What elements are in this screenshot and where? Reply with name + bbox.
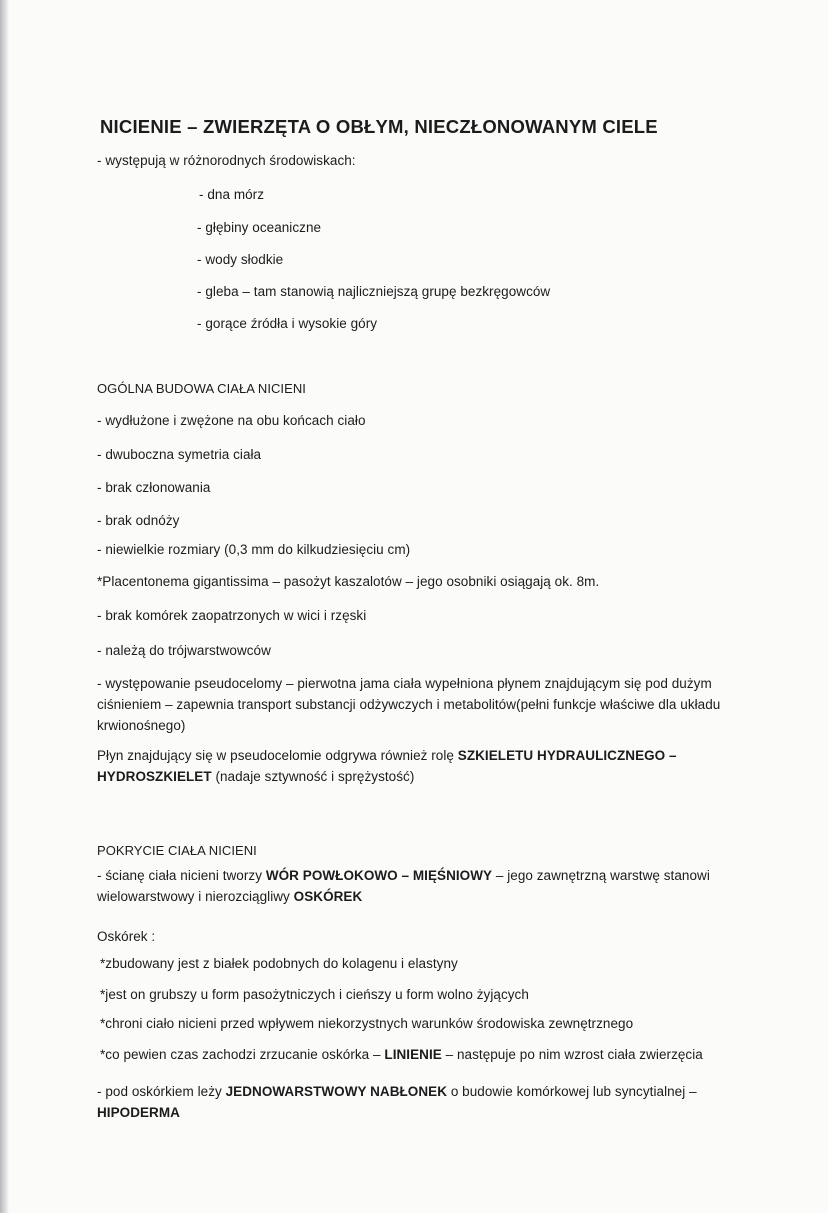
budowa-note: *Placentonema gigantissima – pasożyt kaszalotów – jego osobniki osiągają ok. 8m. xyxy=(97,574,600,589)
hydro-text: Płyn znajdujący się w pseudocelomie odgrywa również rolę xyxy=(97,748,458,763)
hydroszkielet-paragraph xyxy=(97,745,737,787)
habitat-item: - dna mórz xyxy=(199,187,265,202)
page-edge-shadow xyxy=(0,0,9,1213)
pseudocelom-paragraph: - występowanie pseudocelomy – pierwotna jama ciała wypełniona płynem znajdującym się pod dużym ciśnieniem – zapewnia transport substancji odżywczych i metabolitów(pełni funkcje właściwe dla układu krwionośnego) xyxy=(97,676,721,733)
oskorek-label: Oskórek : xyxy=(97,929,156,944)
budowa-item: - brak komórek zaopatrzonych w wici i rzęski xyxy=(97,608,367,623)
habitat-item: - gorące źródła i wysokie góry xyxy=(197,316,378,331)
oskorek-item: *jest on grubszy u form pasożytniczych i cieńszy u form wolno żyjących xyxy=(100,987,529,1002)
habitat-item: - głębiny oceaniczne xyxy=(197,220,322,235)
oskorek-item: *chroni ciało nicieni przed wpływem niekorzystnych warunków środowiska zewnętrznego xyxy=(100,1016,634,1031)
hydro-bold: SZKIELETU HYDRAULICZNEGO – HYDROSZKIELET xyxy=(97,748,677,784)
hipoderma-paragraph xyxy=(97,1081,737,1123)
page-title: NICIENIE – ZWIERZĘTA O OBŁYM, NIECZŁONOWANYM CIELE xyxy=(100,116,658,137)
wall-text-mid: – jego zawnętrzną warstwę stanowi wielowarstwowy i nierozciągliwy xyxy=(97,868,710,904)
section-heading-pokrycie: POKRYCIE CIAŁA NICIENI xyxy=(97,843,257,858)
habitats-intro: - występują w różnorodnych środowiskach: xyxy=(97,153,356,168)
hip-text: - pod oskórkiem leży xyxy=(97,1084,226,1099)
linienie-text: *co pewien czas zachodzi zrzucanie oskórka – xyxy=(100,1047,385,1062)
budowa-item: - brak odnóży xyxy=(97,513,180,528)
section-heading-budowa: OGÓLNA BUDOWA CIAŁA NICIENI xyxy=(97,381,306,396)
linienie-item xyxy=(100,1047,703,1062)
budowa-item: - należą do trójwarstwowców xyxy=(97,643,271,658)
wall-text: - ścianę ciała nicieni tworzy xyxy=(97,868,266,883)
linienie-bold: LINIENIE xyxy=(384,1047,442,1062)
linienie-text-end: – następuje po nim wzrost ciała zwierzęcia xyxy=(441,1047,703,1062)
hydro-text-end: (nadaje sztywność i sprężystość) xyxy=(211,769,415,784)
wall-bold-oskorek: OSKÓREK xyxy=(293,889,363,904)
habitat-item: - wody słodkie xyxy=(197,252,284,267)
budowa-item: - niewielkie rozmiary (0,3 mm do kilkudziesięciu cm) xyxy=(97,542,411,557)
hip-bold: JEDNOWARSTWOWY NABŁONEK xyxy=(225,1084,448,1099)
hip-text-mid: o budowie komórkowej lub syncytialnej – xyxy=(447,1084,697,1099)
habitat-item: - gleba – tam stanowią najliczniejszą grupę bezkręgowców xyxy=(197,284,551,299)
wall-paragraph xyxy=(97,865,737,907)
hip-bold-hipoderma: HIPODERMA xyxy=(97,1105,180,1120)
wall-bold: WÓR POWŁOKOWO – MIĘŚNIOWY xyxy=(265,868,493,883)
oskorek-item: *zbudowany jest z białek podobnych do kolagenu i elastyny xyxy=(100,956,458,971)
budowa-item: - dwuboczna symetria ciała xyxy=(97,447,262,462)
budowa-item: - brak członowania xyxy=(97,480,211,495)
budowa-item: - wydłużone i zwężone na obu końcach ciało xyxy=(97,413,366,428)
